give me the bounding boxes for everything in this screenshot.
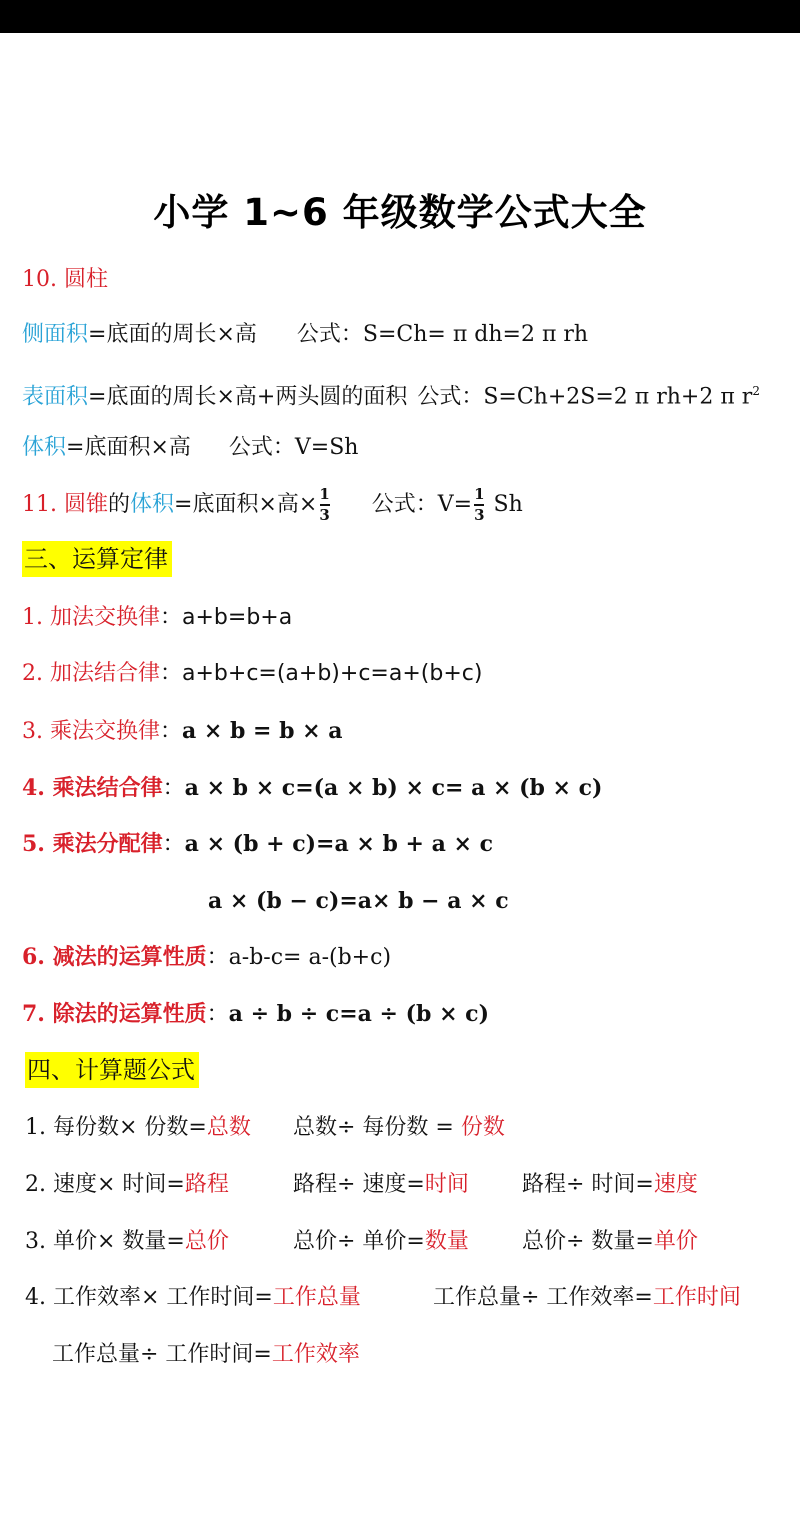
term: 表面积: [22, 384, 89, 410]
calc-row-1: [25, 1113, 505, 1143]
law-formula: a-b-c= a-(b+c): [228, 945, 392, 970]
lhs: 总价÷ 数量=: [522, 1229, 654, 1254]
law-formula: a × b × c=(a × b) × c= a × (b × c): [184, 775, 603, 801]
numerator: 1: [319, 485, 330, 503]
colon: ：: [159, 719, 182, 744]
colon: ：: [159, 661, 182, 686]
calc-row-3: [25, 1227, 698, 1257]
fraction-one-third: [474, 487, 484, 523]
law-formula: a × b = b × a: [182, 718, 343, 744]
law-formula: a+b=b+a: [182, 605, 293, 630]
cone-shape: 圆锥: [63, 492, 108, 517]
lhs: 总价÷ 单价=: [293, 1229, 425, 1254]
definition: =底面积×高×: [174, 492, 318, 517]
law-item: [22, 773, 602, 804]
formula-label: 公式：: [417, 384, 484, 410]
law-label: 6. 减法的运算性质: [22, 944, 207, 970]
rhs: 路程: [184, 1172, 229, 1197]
calc-row-2: [25, 1170, 698, 1200]
lhs: 每份数× 份数=: [52, 1115, 207, 1140]
law-label: 7. 除法的运算性质: [22, 1001, 207, 1027]
law-item: [22, 999, 489, 1030]
law-item: [22, 716, 343, 747]
colon: ：: [206, 945, 229, 970]
rhs: 工作效率: [271, 1342, 360, 1367]
row-number: 3.: [25, 1229, 53, 1254]
row-number: 1.: [25, 1115, 53, 1140]
lhs: 工作效率× 工作时间=: [52, 1285, 273, 1310]
lhs: 速度× 时间=: [52, 1172, 185, 1197]
law-label: 4. 乘法结合律: [22, 775, 163, 801]
numerator: 1: [474, 485, 485, 503]
row-number: 2.: [25, 1172, 53, 1197]
definition: =底面的周长×高: [88, 322, 257, 347]
law-formula: a+b+c=(a+b)+c=a+(b+c): [182, 661, 483, 686]
rhs: 时间: [424, 1172, 469, 1197]
colon: ：: [159, 605, 182, 630]
law-label: 5. 乘法分配律: [22, 831, 163, 857]
term: 侧面积: [22, 322, 89, 347]
law-formula: a × (b + c)=a × b + a × c: [184, 831, 493, 857]
denominator: 3: [474, 506, 485, 524]
colon: ：: [162, 776, 185, 801]
formula-label: 公式：: [228, 435, 295, 460]
rhs: 总价: [184, 1229, 229, 1254]
rhs: 工作总量: [272, 1285, 361, 1310]
colon: ：: [162, 832, 185, 857]
particle: 的: [108, 492, 131, 517]
lhs: 路程÷ 速度=: [293, 1172, 425, 1197]
rhs: 总数: [206, 1115, 251, 1140]
rhs: 速度: [653, 1172, 698, 1197]
fraction-one-third: [319, 487, 329, 523]
lhs: 工作总量÷ 工作时间=: [52, 1342, 272, 1367]
law-item: [22, 603, 292, 633]
exponent: 2: [752, 384, 760, 398]
top-black-bar: [0, 0, 800, 33]
law-item: [22, 942, 391, 973]
rhs: 份数: [460, 1115, 505, 1140]
law-item: [22, 829, 493, 860]
highlighted-heading: 三、运算定律: [22, 541, 172, 577]
section-heading-operation-laws: [22, 544, 172, 576]
law-formula: a ÷ b ÷ c=a ÷ (b × c): [228, 1001, 489, 1027]
lhs: 单价× 数量=: [52, 1229, 185, 1254]
formula-label: 公式：: [371, 492, 438, 517]
formula: V=Sh: [294, 435, 359, 460]
law-label: 3. 乘法交换律: [22, 719, 160, 744]
rhs: 工作时间: [652, 1285, 741, 1310]
colon: ：: [206, 1002, 229, 1027]
cone-num: 11.: [22, 492, 64, 517]
formula-pre: V=: [437, 492, 473, 517]
lhs: 工作总量÷ 工作效率=: [433, 1285, 653, 1310]
term: 体积: [130, 492, 175, 517]
calc-row-4: [25, 1283, 741, 1313]
cylinder-heading: 10. 圆柱: [22, 267, 108, 292]
cone-volume: [22, 487, 523, 523]
calc-row-4-continued: [52, 1340, 360, 1370]
formula: S=Ch+2S=2 π rh+2 π r: [483, 384, 753, 410]
formula-post: Sh: [486, 492, 523, 517]
law-formula-continued: a × (b − c)=a× b − a × c: [208, 888, 509, 914]
law-label: 2. 加法结合律: [22, 661, 160, 686]
row-number: 4.: [25, 1285, 53, 1310]
law-label: 1. 加法交换律: [22, 605, 160, 630]
law-item: [22, 659, 482, 689]
section-heading-calc-formulas: [25, 1055, 199, 1087]
lhs: 总数÷ 每份数 =: [293, 1115, 461, 1140]
term: 体积: [22, 435, 67, 460]
denominator: 3: [319, 506, 330, 524]
cylinder-surface-area: [22, 376, 760, 412]
page-title: 小学 1~6 年级数学公式大全: [153, 191, 647, 234]
rhs: 数量: [424, 1229, 469, 1254]
definition: =底面积×高: [66, 435, 191, 460]
highlighted-heading: 四、计算题公式: [25, 1052, 199, 1088]
formula: S=Ch= π dh=2 π rh: [362, 322, 589, 347]
rhs: 单价: [653, 1229, 698, 1254]
formula-label: 公式：: [296, 322, 363, 347]
definition: =底面的周长×高+两头圆的面积: [88, 384, 408, 410]
lhs: 路程÷ 时间=: [522, 1172, 654, 1197]
cylinder-lateral-area: [22, 320, 588, 350]
cylinder-volume: [22, 433, 358, 463]
